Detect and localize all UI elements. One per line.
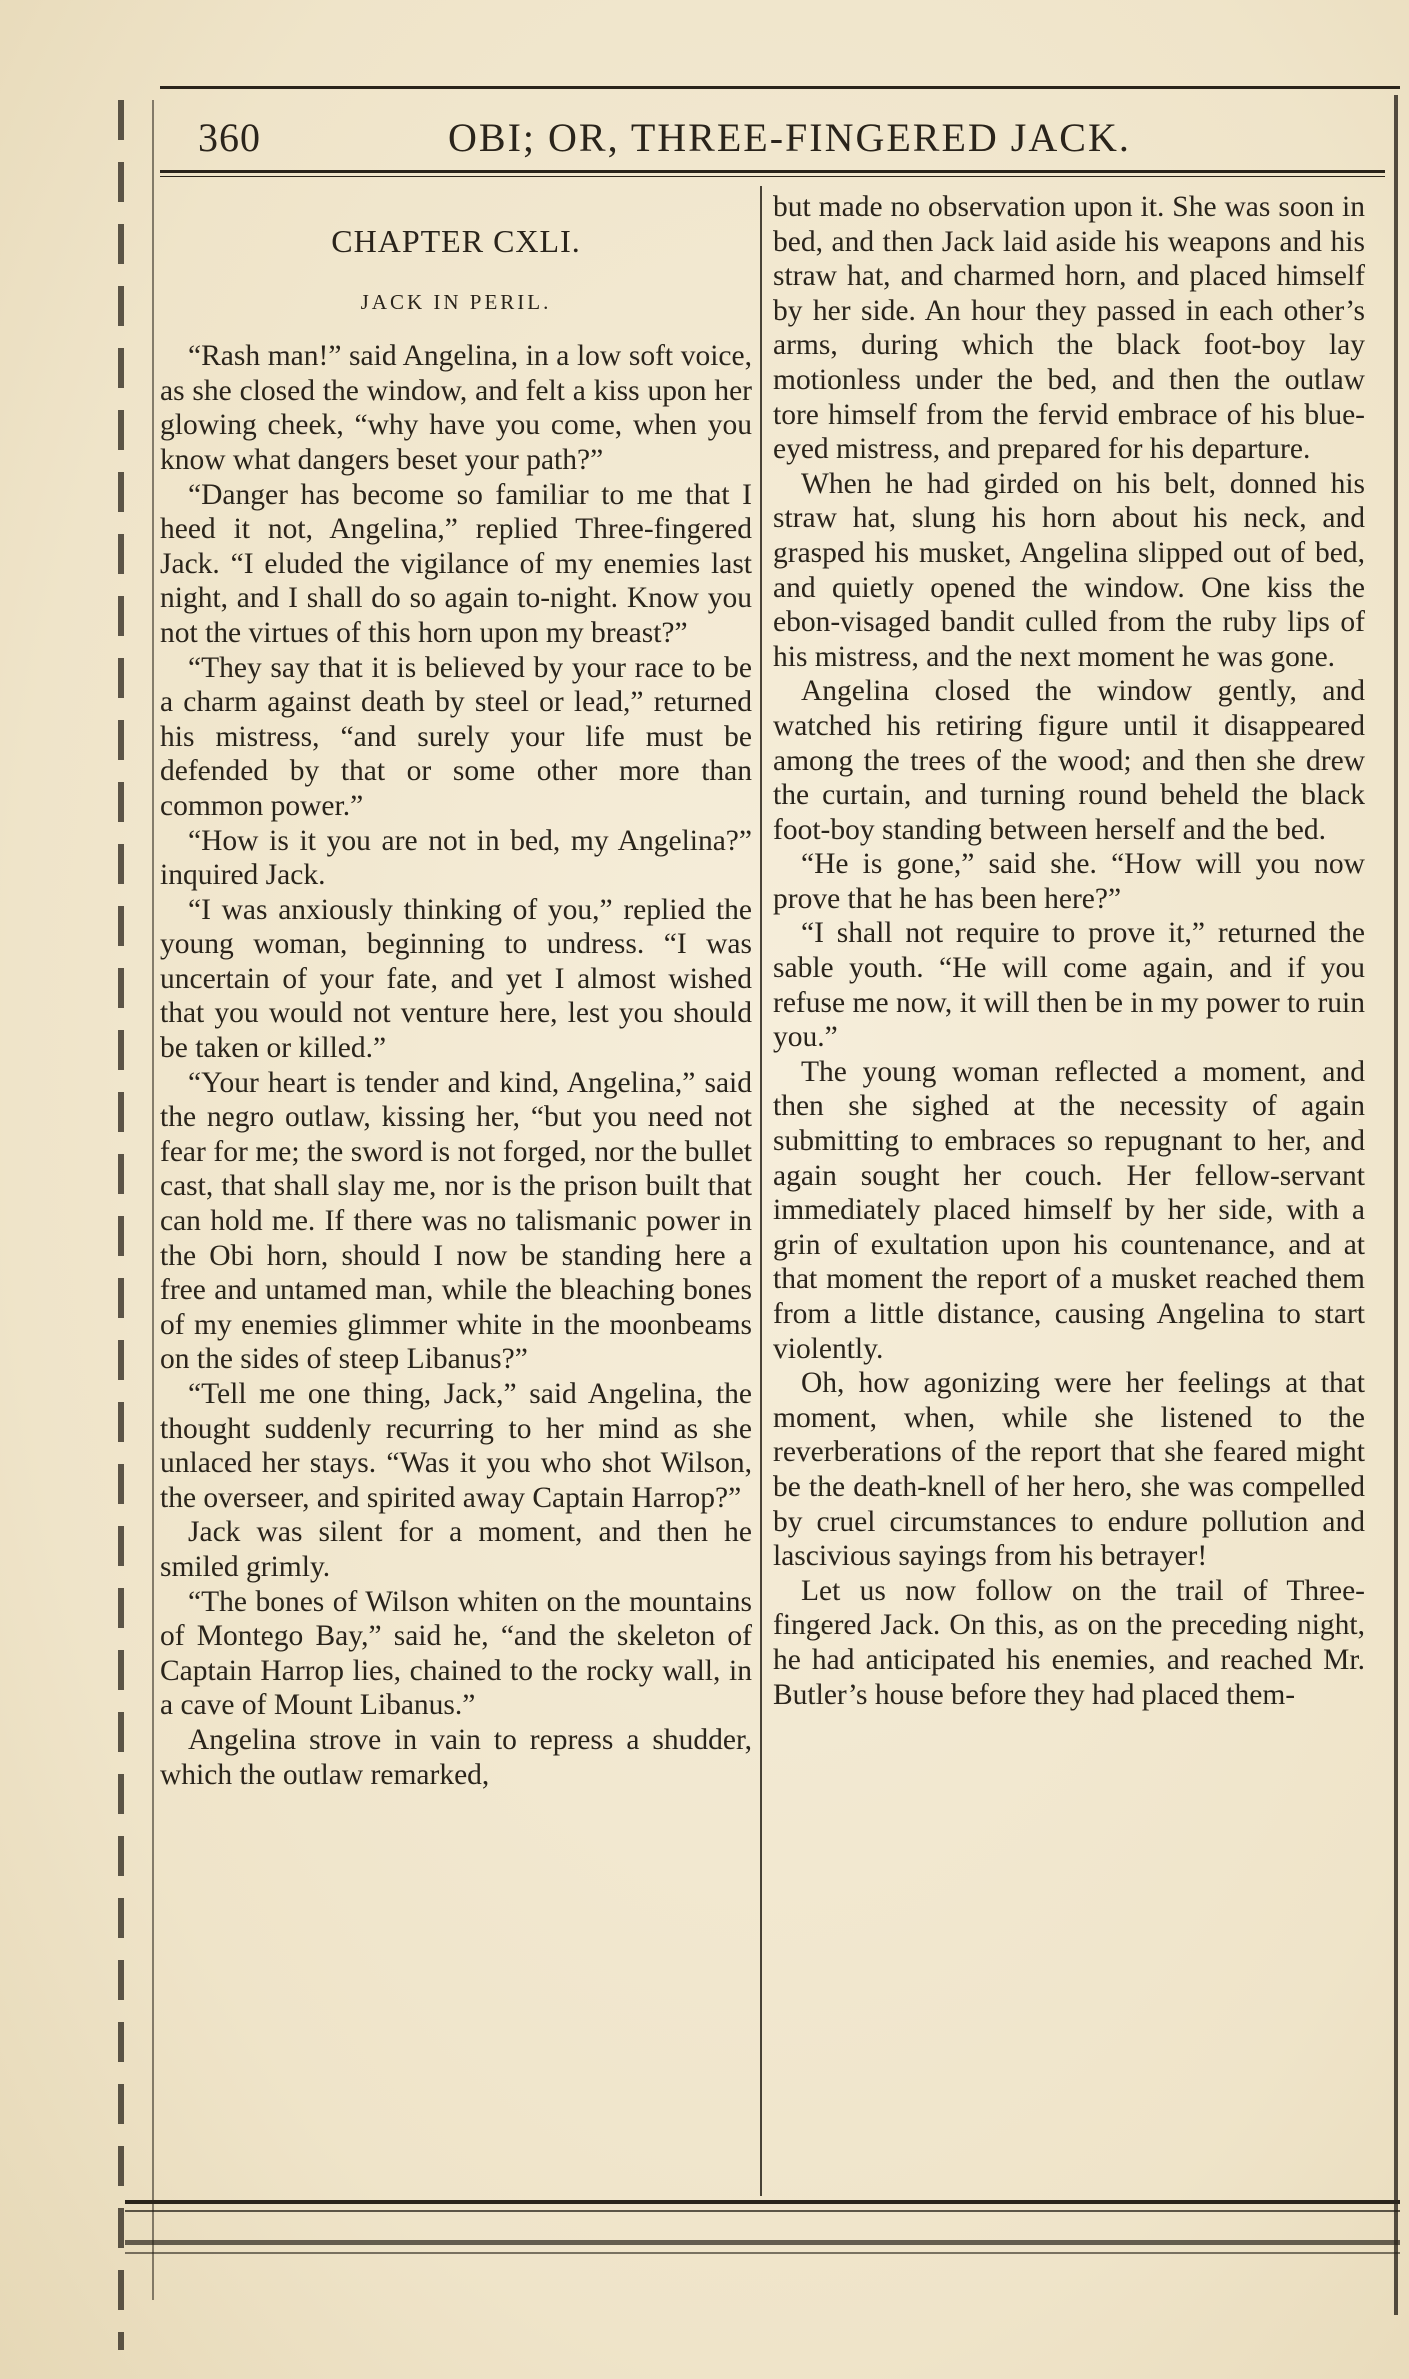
left-margin-rule	[152, 100, 154, 2300]
paragraph: Let us now follow on the trail of Three-fingered Jack. On this, as on the preceding night, he had anticipated his enemies, and reached Mr. Butler’s house before they had placed them-	[773, 1574, 1365, 1711]
running-title: OBI; OR, THREE-FINGERED JACK.	[448, 115, 1131, 160]
paragraph: “I shall not require to prove it,” returned the sable youth. “He will come again, and if you refuse me now, it will then be in my power to ruin you.”	[773, 917, 1365, 1054]
paragraph: “Your heart is tender and kind, Angelina,” said the negro outlaw, kissing her, “but you need not fear for me; the sword is not forged, nor the bullet cast, that shall slay me, nor is the prison built that can hold me. If there was no talismanic power in the Obi horn, should I now be standing here a free and untamed man, while the bleaching bones of my enemies glimmer white in the moonbeams on the sides of steep Libanus?”	[160, 1066, 752, 1376]
paragraph: “The bones of Wilson whiten on the mountains of Montego Bay,” said he, “and the skeleton of Captain Harrop lies, chained to the rocky wall, in a cave of Mount Libanus.”	[160, 1585, 752, 1722]
header-rule	[160, 170, 1385, 173]
header-rule-thin	[160, 176, 1385, 177]
paragraph: “Rash man!” said Angelina, in a low soft voice, as she closed the window, and felt a kiss upon her glowing cheek, “why have you come, when you know what dangers beset your path?”	[160, 340, 752, 476]
page-number: 360	[198, 115, 261, 160]
paragraph: Angelina closed the window gently, and watched his retiring figure until it disappeared among the trees of the wood; and then she drew the curtain, and turning round beheld the black foot-boy standing between herself and the bed.	[773, 675, 1365, 846]
paragraph: “I was anxiously thinking of you,” replied the young woman, beginning to undress. “I was uncertain of your fate, and yet I almost wished that you would not venture here, lest you should be taken or killed.”	[160, 893, 752, 1065]
paragraph: The young woman reflected a moment, and then she sighed at the necessity of again submitting to embraces so repugnant to her, and again sought her couch. Her fellow-servant immediately placed himself by her side, with a grin of exultation upon his countenance, and at that moment the report of a musket reached them from a little distance, causing Angelina to start violently.	[773, 1055, 1365, 1365]
paragraph: When he had girded on his belt, donned his straw hat, slung his horn about his neck, and grasped his musket, Angelina slipped out of bed, and quietly opened the window. One kiss the ebon-visaged bandit culled from the ruby lips of his mistress, and the next moment he was gone.	[773, 467, 1365, 673]
running-header	[160, 110, 1385, 170]
left-column	[160, 188, 752, 1792]
chapter-subtitle: JACK IN PERIL.	[360, 289, 552, 314]
paragraph: Angelina strove in vain to repress a shudder, which the outlaw remarked,	[160, 1723, 752, 1791]
bottom-edge-rule	[125, 2240, 1400, 2245]
paragraph: “How is it you are not in bed, my Angelina?” inquired Jack.	[160, 824, 752, 892]
bottom-border-rule	[125, 2200, 1400, 2204]
bottom-edge-rule-thin	[125, 2252, 1400, 2254]
bottom-border-rule-thin	[125, 2210, 1400, 2212]
top-border-rule	[160, 86, 1400, 89]
chapter-title: CHAPTER CXLI.	[331, 223, 581, 259]
paragraph: Jack was silent for a moment, and then he smiled grimly.	[160, 1516, 752, 1583]
paragraph: “They say that it is believed by your race to be a charm against death by steel or lead,” returned his mistress, “and surely your life must be defended by that or some other more than common power.”	[160, 651, 752, 822]
left-margin-binding-marks	[118, 100, 124, 2350]
right-margin-rule	[1394, 95, 1398, 2315]
paragraph: “Tell me one thing, Jack,” said Angelina, the thought suddenly recurring to her mind as she unlaced her stays. “Was it you who shot Wilson, the overseer, and spirited away Captain Harrop?”	[160, 1378, 752, 1514]
paragraph: “Danger has become so familiar to me that I heed it not, Angelina,” replied Three-fingered Jack. “I eluded the vigilance of my enemies last night, and I shall do so again to-night. Know you not the virtues of this horn upon my breast?”	[160, 478, 752, 649]
right-column	[773, 190, 1365, 1712]
column-divider	[760, 186, 762, 2196]
paragraph: Oh, how agonizing were her feelings at that moment, when, while she listened to the reverberations of the report that she feared might be the death-knell of her hero, she was compelled by cruel circumstances to endure pollution and lascivious sayings from his betrayer!	[773, 1367, 1365, 1573]
paragraph: but made no observation upon it. She was soon in bed, and then Jack laid aside his weapons and his straw hat, and charmed horn, and placed himself by her side. An hour they passed in each other’s arms, during which the black foot-boy lay motionless under the bed, and then the outlaw tore himself from the fervid embrace of his blue-eyed mistress, and prepared for his departure.	[773, 191, 1365, 466]
paragraph: “He is gone,” said she. “How will you now prove that he has been here?”	[773, 848, 1365, 915]
